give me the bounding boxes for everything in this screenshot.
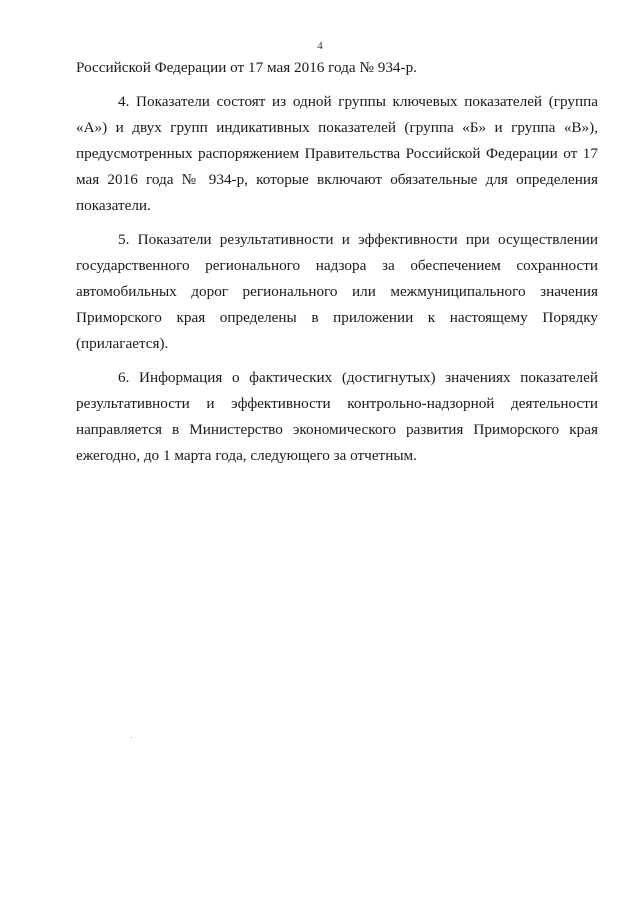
paragraph-5: 5. Показатели результативности и эффективности при осуществлении государственного регионального надзора за обеспечением сохранности автомобильных дорог регионального или межмуниципального значения Приморского края определены в приложении к настоящему Порядку (прилагается). <box>76 231 598 352</box>
paragraph-6: 6. Информация о фактических (достигнутых) значениях показателей результативности и эффективности контрольно-надзорной деятельности направляется в Министерство экономического развития Приморского края ежегодно, до 1 марта года, следующего за отчетным. <box>76 369 598 464</box>
continuation-line: Российской Федерации от 17 мая 2016 года № 934-р. <box>76 59 417 76</box>
scan-speck <box>131 737 132 738</box>
page-number: 4 <box>317 40 323 52</box>
document-body <box>76 55 598 469</box>
paragraph-4: 4. Показатели состоят из одной группы ключевых показателей (группа «А») и двух групп индикативных показателей (группа «Б» и группа «В»), предусмотренных распоряжением Правительства Российской Федерации от 17 мая 2016 года № 934-р, которые включают обязательные для определения показатели. <box>76 93 598 214</box>
